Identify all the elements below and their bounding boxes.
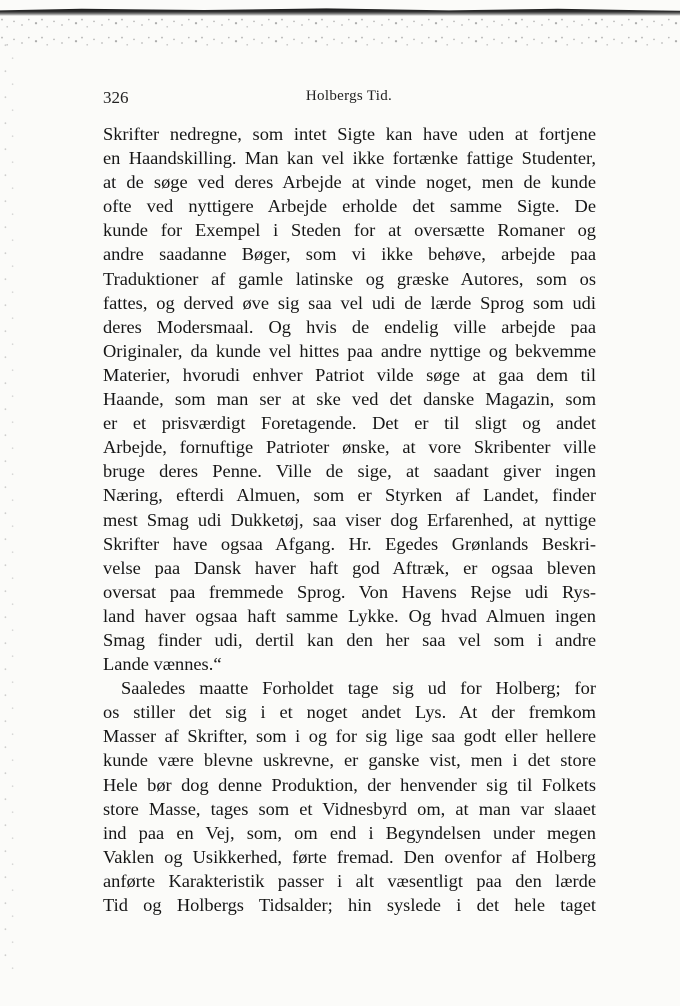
text-line: Hele bør dog denne Produktion, der henvender sig til Folkets <box>103 774 596 795</box>
text-line: kunde være blevne uskrevne, er ganske vist, men i det store <box>103 750 596 771</box>
top-edge-shadow <box>0 8 680 16</box>
text-line: Originaler, da kunde vel hittes paa andre nyttige og bekvemme <box>103 340 596 361</box>
text-line: anførte Karakteristik passer i alt væsentligt paa den lærde <box>103 870 596 891</box>
body-text <box>103 122 596 917</box>
scan-speckle-top <box>0 16 680 52</box>
text-line: velse paa Dansk haver haft god Aftræk, er ogsaa bleven <box>103 557 596 578</box>
text-line: Skrifter have ogsaa Afgang. Hr. Egedes Grønlands Beskri- <box>103 533 596 554</box>
text-line: os stiller det sig i et noget andet Lys. At der fremkom <box>103 702 596 723</box>
text-line: deres Modersmaal. Og hvis de endelig ville arbejde paa <box>103 316 596 337</box>
text-line: store Masse, tages som et Vidnesbyrd om, at man var slaaet <box>103 798 596 819</box>
text-line: at de søge ved deres Arbejde at vinde noget, men de kunde <box>103 172 596 193</box>
text-line: Tid og Holbergs Tidsalder; hin syslede i det hele taget <box>103 895 596 915</box>
text-line: ind paa en Vej, som, om end i Begyndelsen under megen <box>103 822 596 843</box>
text-line: Smag finder udi, dertil kan den her saa vel som i andre <box>103 629 596 650</box>
scan-speckle-left <box>0 40 18 980</box>
text-line: andre saadanne Bøger, som vi ikke behøve, arbejde paa <box>103 244 596 265</box>
text-line: Vaklen og Usikkerhed, førte fremad. Den ovenfor af Holberg <box>103 846 596 867</box>
text-line: er et prisværdigt Foretagende. Det er til sligt og andet <box>103 413 596 434</box>
running-title: Holbergs Tid. <box>305 88 393 104</box>
page-number: 326 <box>103 88 129 107</box>
page-header <box>103 88 595 110</box>
text-line: oversat paa fremmede Sprog. Von Havens Rejse udi Rys- <box>103 581 596 602</box>
text-line: Masser af Skrifter, som i og for sig lige saa godt eller hellere <box>103 726 596 747</box>
text-line: ofte ved nyttigere Arbejde erholde det samme Sigte. De <box>103 196 596 217</box>
text-line: Materier, hvorudi enhver Patriot vilde søge at gaa dem til <box>103 364 596 385</box>
paragraph-end-line: Lande vænnes.“ <box>103 654 222 675</box>
text-line: Haande, som man ser at ske ved det danske Magazin, som <box>103 389 596 410</box>
text-line: Traduktioner af gamle latinske og græske Autores, som os <box>103 268 596 289</box>
text-line: kunde for Exempel i Steden for at oversætte Romaner og <box>103 220 596 241</box>
paragraph-start-line: Saaledes maatte Forholdet tage sig ud for Holberg; for <box>121 678 596 699</box>
text-line: land haver ogsaa haft samme Lykke. Og hvad Almuen ingen <box>103 605 596 626</box>
text-line: Næring, efterdi Almuen, som er Styrken af Landet, finder <box>103 485 596 506</box>
text-line: mest Smag udi Dukketøj, saa viser dog Erfarenhed, at nyttige <box>103 509 596 530</box>
text-line: Skrifter nedregne, som intet Sigte kan have uden at fortjene <box>103 124 596 144</box>
text-line: fattes, og derved øve sig saa vel udi de lærde Sprog som udi <box>103 292 596 313</box>
text-line: bruge deres Penne. Ville de sige, at saadant giver ingen <box>103 461 596 482</box>
text-line: Arbejde, fornuftige Patrioter ønske, at vore Skribenter ville <box>103 437 596 458</box>
text-line: en Haandskilling. Man kan vel ikke fortænke fattige Studenter, <box>103 148 596 169</box>
